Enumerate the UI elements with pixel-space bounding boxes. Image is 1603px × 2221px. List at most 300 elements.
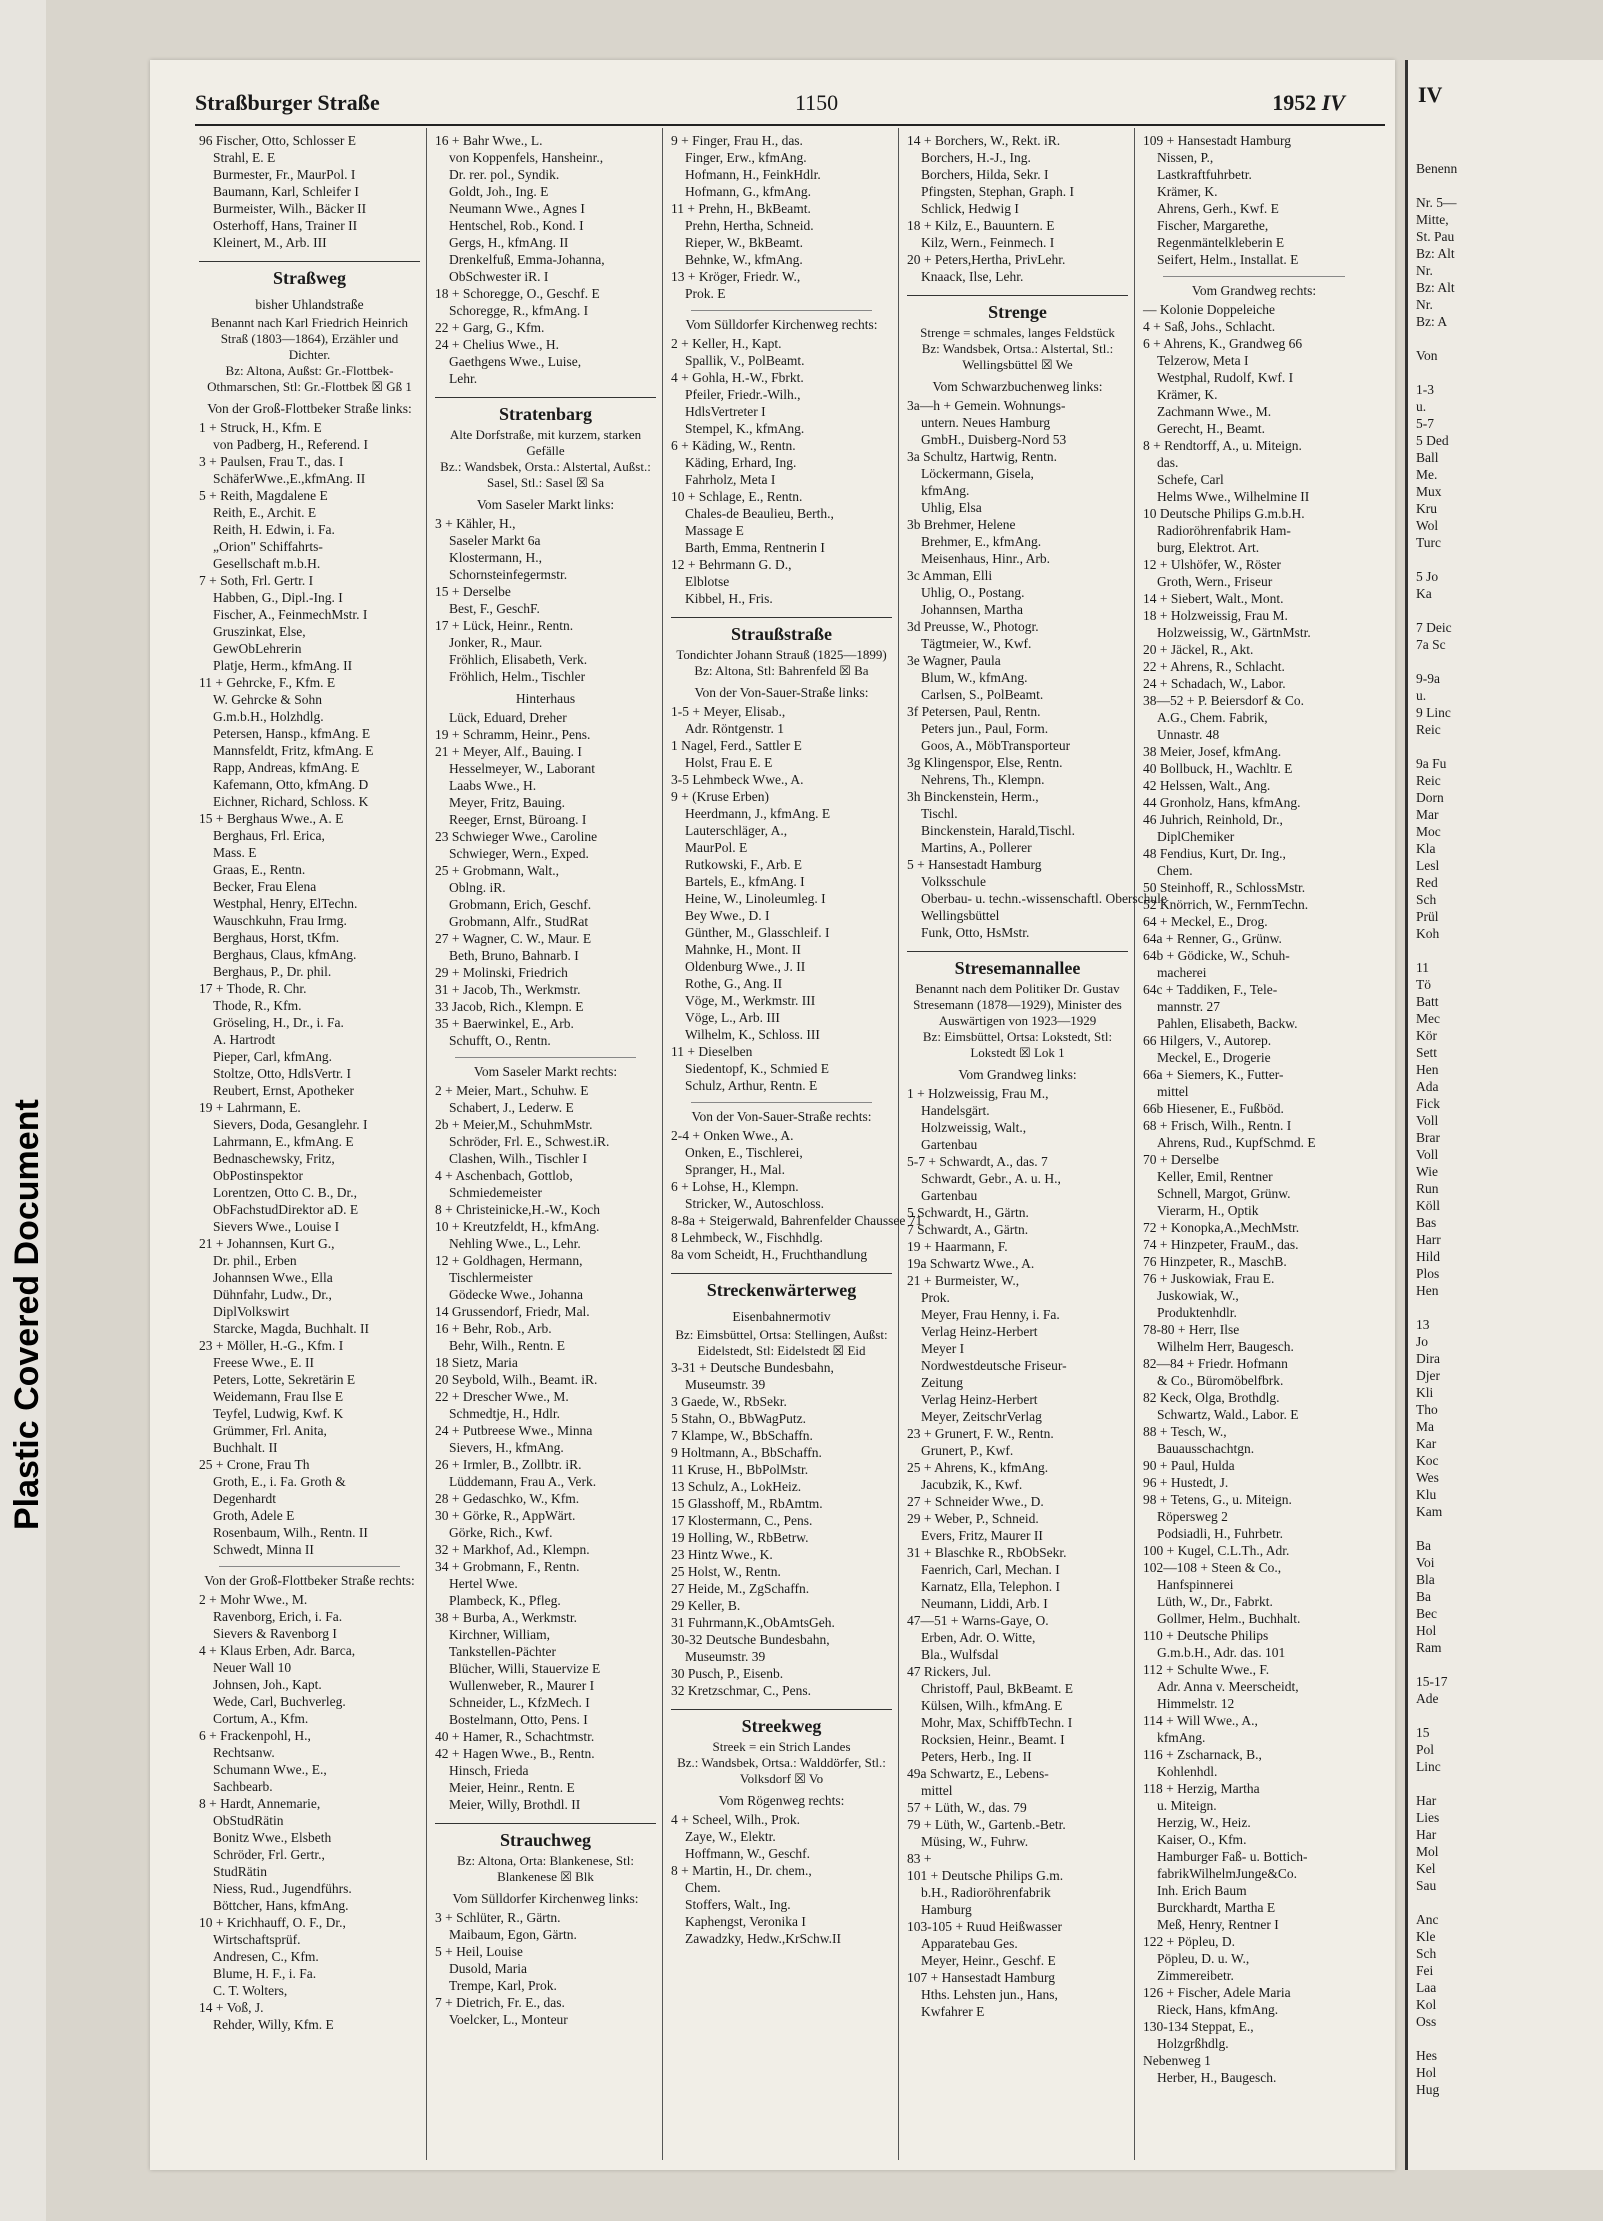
- directory-entry: Sievers, H., kfmAng.: [449, 1440, 564, 1455]
- directory-entry: 7 + Soth, Frl. Gertr. I: [199, 573, 314, 588]
- section-divider: [219, 1566, 400, 1567]
- street-note: Bz: Eimsbüttel, Ortsa: Lokstedt, Stl: Lokstedt ☒ Lok 1: [922, 1029, 1113, 1060]
- directory-entry: 44 Gronholz, Hans, kfmAng.: [1143, 795, 1301, 810]
- directory-entry: Meier, Heinr., Rentn. E: [449, 1780, 575, 1795]
- directory-entry: Schmedtje, H., Hdlr.: [449, 1406, 560, 1421]
- adjacent-page-line: Voi: [1416, 1555, 1435, 1570]
- directory-entry: 11 + Gehrcke, F., Kfm. E: [199, 675, 336, 690]
- directory-entry: 96 + Hustedt, J.: [1143, 1475, 1229, 1490]
- street-heading: Straußstraße: [671, 617, 892, 647]
- directory-entry: Lück, Eduard, Dreher: [449, 710, 567, 725]
- directory-entry: 126 + Fischer, Adele Maria: [1143, 1985, 1291, 2000]
- section-subheading: Von der Von-Sauer-Straße rechts:: [691, 1109, 872, 1124]
- directory-entry: DiplChemiker: [1157, 829, 1235, 844]
- directory-entry: 4 + Aschenbach, Gottlob,: [435, 1168, 573, 1183]
- directory-entry: 5 + Reith, Magdalene E: [199, 488, 328, 503]
- adjacent-page-line: Hen: [1416, 1283, 1439, 1298]
- directory-entry: mannstr. 27: [1157, 999, 1220, 1014]
- directory-entry: Schefe, Carl: [1157, 472, 1224, 487]
- section-subheading: bisher Uhlandstraße: [255, 297, 364, 312]
- directory-entry: Karnatz, Ella, Telephon. I: [921, 1579, 1061, 1594]
- directory-entry: Hofmann, G., kfmAng.: [685, 184, 811, 199]
- header-volume: IV: [1321, 90, 1345, 115]
- section-divider: [455, 1057, 636, 1058]
- directory-entry: Meyer, Frau Henny, i. Fa.: [921, 1307, 1060, 1322]
- directory-entry: Freese Wwe., E. II: [213, 1355, 314, 1370]
- directory-entry: Seifert, Helm., Installat. E: [1157, 252, 1299, 267]
- adjacent-page-line: Lies: [1416, 1810, 1440, 1825]
- directory-entry: Ahrens, Rud., KupfSchmd. E: [1157, 1135, 1316, 1150]
- directory-entry: Holzweissig, W., GärtnMstr.: [1157, 625, 1311, 640]
- directory-entry: Goldt, Joh., Ing. E: [449, 184, 549, 199]
- directory-entry: Prok. E: [685, 286, 726, 301]
- directory-entry: Schoregge, R., kfmAng. I: [449, 303, 589, 318]
- directory-entry: 7 Schwardt, A., Gärtn.: [907, 1222, 1029, 1237]
- adjacent-page-line: [1416, 2030, 1457, 2047]
- directory-entry: Knaack, Ilse, Lehr.: [921, 269, 1024, 284]
- directory-entry: Hentschel, Rob., Kond. I: [449, 218, 584, 233]
- directory-entry: 8 + Christeinicke,H.-W., Koch: [435, 1202, 600, 1217]
- adjacent-page-line: Ba: [1416, 1538, 1431, 1553]
- directory-entry: Handelsgärt.: [921, 1103, 990, 1118]
- directory-entry: Röpersweg 2: [1157, 1509, 1228, 1524]
- directory-entry: 38 Meier, Josef, kfmAng.: [1143, 744, 1282, 759]
- adjacent-page-line: 15-17: [1416, 1674, 1448, 1689]
- directory-entry: 8 + Rendtorff, A., u. Miteign.: [1143, 438, 1302, 453]
- directory-entry: Cortum, A., Kfm.: [213, 1711, 309, 1726]
- directory-entry: 30 Pusch, P., Eisenb.: [671, 1666, 784, 1681]
- directory-entry: 68 + Frisch, Wilh., Rentn. I: [1143, 1118, 1292, 1133]
- directory-entry: 6 + Ahrens, K., Grandweg 66: [1143, 336, 1303, 351]
- directory-entry: kfmAng.: [1157, 1730, 1206, 1745]
- directory-entry: C. T. Wolters,: [213, 1983, 288, 1998]
- directory-entry: Johannsen Wwe., Ella: [213, 1270, 333, 1285]
- adjacent-page-line: Kla: [1416, 841, 1436, 856]
- directory-entry: Schulz, Arthur, Rentn. E: [685, 1078, 818, 1093]
- directory-entry: 90 + Paul, Hulda: [1143, 1458, 1235, 1473]
- directory-entry: 11 Kruse, H., BbPolMstr.: [671, 1462, 809, 1477]
- street-note: Benannt nach dem Politiker Dr. Gustav Stresemann (1878—1929), Minister des Auswärtigen von 1923—1929: [913, 981, 1122, 1028]
- adjacent-page-line: Linc: [1416, 1759, 1441, 1774]
- directory-entry: Wilhelm Herr, Baugesch.: [1157, 1339, 1294, 1354]
- adjacent-page-line: Kör: [1416, 1028, 1437, 1043]
- directory-entry: Neumann Wwe., Agnes I: [449, 201, 585, 216]
- directory-entry: 3b Brehmer, Helene: [907, 517, 1016, 532]
- directory-entry: 25 + Ahrens, K., kfmAng.: [907, 1460, 1049, 1475]
- directory-entry: Günther, M., Glasschleif. I: [685, 925, 830, 940]
- directory-entry: Erben, Adr. O. Witte,: [921, 1630, 1036, 1645]
- header-page-number: 1150: [795, 90, 839, 115]
- adjacent-page-line: Wol: [1416, 518, 1439, 533]
- directory-entry: Podsiadli, H., Fuhrbetr.: [1157, 1526, 1284, 1541]
- directory-entry: Schröder, Frl. Gertr.,: [213, 1847, 325, 1862]
- directory-entry: Dusold, Maria: [449, 1961, 527, 1976]
- directory-entry: Massage E: [685, 523, 744, 538]
- directory-entry: Kirchner, William,: [449, 1627, 551, 1642]
- adjacent-page-line: Laa: [1416, 1980, 1437, 1995]
- street-heading: Strauchweg: [435, 1823, 656, 1853]
- directory-entry: Johnsen, Joh., Kapt.: [213, 1677, 322, 1692]
- directory-entry: Himmelstr. 12: [1157, 1696, 1235, 1711]
- section-subheading: Vom Grandweg links:: [958, 1067, 1077, 1082]
- directory-entry: Mahnke, H., Mont. II: [685, 942, 801, 957]
- directory-entry: Meyer, ZeitschrVerlag: [921, 1409, 1042, 1424]
- directory-entry: 46 Juhrich, Reinhold, Dr.,: [1143, 812, 1283, 827]
- directory-entry: Gesellschaft m.b.H.: [213, 556, 321, 571]
- directory-entry: Rosenbaum, Wilh., Rentn. II: [213, 1525, 368, 1540]
- directory-entry: Wede, Carl, Buchverleg.: [213, 1694, 346, 1709]
- directory-entry: Degenhardt: [213, 1491, 276, 1506]
- directory-entry: 13 + Kröger, Friedr. W.,: [671, 269, 801, 284]
- directory-entry: Lorentzen, Otto C. B., Dr.,: [213, 1185, 357, 1200]
- directory-entry: 82 Keck, Olga, Brothdlg.: [1143, 1390, 1280, 1405]
- directory-entry: 76 Hinzpeter, R., MaschB.: [1143, 1254, 1287, 1269]
- directory-entry: 31 Fuhrmann,K.,ObAmtsGeh.: [671, 1615, 835, 1630]
- directory-entry: Lauterschläger, A.,: [685, 823, 788, 838]
- adjacent-page-line: Tö: [1416, 977, 1431, 992]
- directory-entry: 29 + Weber, P., Schneid.: [907, 1511, 1039, 1526]
- directory-entry: 1 + Holzweissig, Frau M.,: [907, 1086, 1049, 1101]
- directory-entry: Museumstr. 39: [685, 1377, 766, 1392]
- directory-entry: 12 + Ulshöfer, W., Röster: [1143, 557, 1281, 572]
- directory-entry: 2 + Mohr Wwe., M.: [199, 1592, 308, 1607]
- binding-strip: [0, 0, 46, 2221]
- directory-entry: Sachbearb.: [213, 1779, 273, 1794]
- adjacent-page-line: [1416, 177, 1457, 194]
- directory-entry: G.m.b.H., Holzhdlg.: [213, 709, 324, 724]
- adjacent-page-line: Prül: [1416, 909, 1439, 924]
- directory-entry: Drenkelfuß, Emma-Johanna,: [449, 252, 605, 267]
- adjacent-page-line: Von: [1416, 348, 1438, 363]
- directory-entry: Binckenstein, Harald,Tischl.: [921, 823, 1075, 838]
- section-subheading: Vom Grandweg rechts:: [1191, 283, 1317, 298]
- directory-entry: Heerdmann, J., kfmAng. E: [685, 806, 831, 821]
- directory-entry: 112 + Schulte Wwe., F.: [1143, 1662, 1270, 1677]
- adjacent-page-line: Reic: [1416, 773, 1441, 788]
- adjacent-page-line: Hen: [1416, 1062, 1439, 1077]
- directory-entry: Gergs, H., kfmAng. II: [449, 235, 569, 250]
- directory-entry: Funk, Otto, HsMstr.: [921, 925, 1030, 940]
- directory-entry: Sievers & Ravenborg I: [213, 1626, 337, 1641]
- directory-entry: Hertel Wwe.: [449, 1576, 518, 1591]
- adjacent-page-line: Kel: [1416, 1861, 1436, 1876]
- directory-entry: Graas, E., Rentn.: [213, 862, 306, 877]
- directory-entry: 70 + Derselbe: [1143, 1152, 1219, 1167]
- directory-entry: b.H., Radioröhrenfabrik: [921, 1885, 1051, 1900]
- directory-entry: Lahrmann, E., kfmAng. E: [213, 1134, 354, 1149]
- adjacent-page-line: Me.: [1416, 467, 1438, 482]
- directory-entry: Schnell, Margot, Grünw.: [1157, 1186, 1291, 1201]
- adjacent-page-line: [1416, 551, 1457, 568]
- directory-entry: Groth, Wern., Friseur: [1157, 574, 1273, 589]
- directory-entry: Wilhelm, K., Schloss. III: [685, 1027, 820, 1042]
- adjacent-page-line: Sch: [1416, 1946, 1437, 1961]
- adjacent-page-line: Batt: [1416, 994, 1439, 1009]
- directory-entry: Berghaus, Claus, kfmAng.: [213, 947, 357, 962]
- directory-entry: Kwfahrer E: [921, 2004, 985, 2019]
- directory-entry: Krämer, K.: [1157, 387, 1218, 402]
- directory-entry: Christoff, Paul, BkBeamt. E: [921, 1681, 1073, 1696]
- directory-entry: Borchers, H.-J., Ing.: [921, 150, 1031, 165]
- adjacent-page-line: 9 Linc: [1416, 705, 1451, 720]
- directory-entry: Fischer, A., FeinmechMstr. I: [213, 607, 368, 622]
- adjacent-page-line: 7 Deic: [1416, 620, 1452, 635]
- directory-entry: 21 + Meyer, Alf., Bauing. I: [435, 744, 582, 759]
- street-note: Tondichter Johann Strauß (1825—1899): [676, 647, 887, 662]
- directory-entry: fabrikWilhelmJunge&Co.: [1157, 1866, 1298, 1881]
- directory-entry: Borchers, Hilda, Sekr. I: [921, 167, 1049, 182]
- directory-entry: 16 + Behr, Rob., Arb.: [435, 1321, 552, 1336]
- directory-entry: G.m.b.H., Adr. das. 101: [1157, 1645, 1286, 1660]
- street-heading: Streekweg: [671, 1709, 892, 1739]
- adjacent-page-line: 13: [1416, 1317, 1430, 1332]
- directory-entry: Peters, Herb., Ing. II: [921, 1749, 1032, 1764]
- directory-entry: 78-80 + Herr, Ilse: [1143, 1322, 1240, 1337]
- directory-entry: Lüth, W., Dr., Fabrkt.: [1157, 1594, 1273, 1609]
- directory-entry: Volksschule: [921, 874, 987, 889]
- adjacent-page-line: [1416, 1707, 1457, 1724]
- adjacent-page-line: Hug: [1416, 2082, 1440, 2097]
- directory-entry: Chales-de Beaulieu, Berth.,: [685, 506, 834, 521]
- directory-entry: Grümmer, Frl. Anita,: [213, 1423, 327, 1438]
- directory-entry: Siedentopf, K., Schmied E: [685, 1061, 829, 1076]
- adjacent-page-line: Tho: [1416, 1402, 1438, 1417]
- header-year: [1272, 90, 1345, 116]
- directory-entry: Blücher, Willi, Stauervize E: [449, 1661, 601, 1676]
- directory-entry: Neumann, Liddi, Arb. I: [921, 1596, 1048, 1611]
- directory-entry: 27 + Wagner, C. W., Maur. E: [435, 931, 592, 946]
- directory-entry: Faenrich, Carl, Mechan. I: [921, 1562, 1060, 1577]
- directory-entry: Burmeister, Wilh., Bäcker II: [213, 201, 367, 216]
- adjacent-page-line: Sch: [1416, 892, 1437, 907]
- directory-entry: Rieck, Hans, kfmAng.: [1157, 2002, 1279, 2017]
- directory-entry: Mohr, Max, SchiffbTechn. I: [921, 1715, 1073, 1730]
- directory-entry: Oblng. iR.: [449, 880, 506, 895]
- directory-entry: Grunert, P., Kwf.: [921, 1443, 1014, 1458]
- directory-entry: Laabs Wwe., H.: [449, 778, 537, 793]
- street-note: Bz.: Wandsbek, Ortsa.: Walddörfer, Stl.: Volksdorf ☒ Vo: [677, 1755, 886, 1786]
- directory-entry: kfmAng.: [921, 483, 970, 498]
- directory-entry: 5 Schwardt, H., Gärtn.: [907, 1205, 1029, 1220]
- directory-entry: Zaye, W., Elektr.: [685, 1829, 776, 1844]
- adjacent-page-line: Nr.: [1416, 263, 1433, 278]
- directory-entry: Reubert, Ernst, Apotheker: [213, 1083, 354, 1098]
- directory-entry: 18 + Holzweissig, Frau M.: [1143, 608, 1288, 623]
- adjacent-page-line: [1416, 1894, 1457, 1911]
- directory-entry: 6 + Frackenpohl, H.,: [199, 1728, 311, 1743]
- directory-entry: Kleinert, M., Arb. III: [213, 235, 327, 250]
- directory-entry: 3 Gaede, W., RbSekr.: [671, 1394, 787, 1409]
- directory-entry: Görke, Rich., Kwf.: [449, 1525, 553, 1540]
- directory-entry: 3-5 Lehmbeck Wwe., A.: [671, 772, 804, 787]
- directory-entry: Schumann Wwe., E.,: [213, 1762, 327, 1777]
- directory-entry: Pfeiler, Friedr.-Wilh.,: [685, 387, 801, 402]
- adjacent-page-line: 5-7: [1416, 416, 1434, 431]
- directory-entry: 52 Knörrich, W., FernmTechn.: [1143, 897, 1309, 912]
- adjacent-page-line: Bec: [1416, 1606, 1437, 1621]
- directory-entry: 82—84 + Friedr. Hofmann: [1143, 1356, 1288, 1371]
- directory-entry: 23 + Grunert, F. W., Rentn.: [907, 1426, 1054, 1441]
- directory-entry: Fröhlich, Elisabeth, Verk.: [449, 652, 588, 667]
- directory-entry: 76 + Juskowiak, Frau E.: [1143, 1271, 1275, 1286]
- directory-entry: Fröhlich, Helm., Tischler: [449, 669, 586, 684]
- directory-entry: Dühnfahr, Ludw., Dr.,: [213, 1287, 332, 1302]
- street-note: Bz: Wandsbek, Ortsa.: Alstertal, Stl.: Wellingsbüttel ☒ We: [921, 341, 1114, 372]
- directory-entry: Ravenborg, Erich, i. Fa.: [213, 1609, 343, 1624]
- adjacent-page-line: Lesl: [1416, 858, 1440, 873]
- adjacent-page-line: Mol: [1416, 1844, 1439, 1859]
- directory-entry: Andresen, C., Kfm.: [213, 1949, 319, 1964]
- directory-entry: 11 + Dieselben: [671, 1044, 753, 1059]
- directory-entry: Zeitung: [921, 1375, 963, 1390]
- directory-entry: 28 + Gedaschko, W., Kfm.: [435, 1491, 580, 1506]
- adjacent-page-line: Brar: [1416, 1130, 1440, 1145]
- directory-entry: 14 + Voß, J.: [199, 2000, 264, 2015]
- directory-entry: 19 + Lahrmann, E.: [199, 1100, 301, 1115]
- directory-entry: 32 Kretzschmar, C., Pens.: [671, 1683, 812, 1698]
- directory-entry: Sievers, Doda, Gesanglehr. I: [213, 1117, 368, 1132]
- adjacent-page-line: Pol: [1416, 1742, 1435, 1757]
- directory-entry: Verlag Heinz-Herbert: [921, 1324, 1038, 1339]
- adjacent-page-line: 5 Ded: [1416, 433, 1449, 448]
- directory-entry: 12 + Goldhagen, Hermann,: [435, 1253, 583, 1268]
- directory-entry: Holst, Frau E. E: [685, 755, 773, 770]
- directory-entry: A. Hartrodt: [213, 1032, 276, 1047]
- directory-entry: ObStudRätin: [213, 1813, 284, 1828]
- directory-entry: 42 Helssen, Walt., Ang.: [1143, 778, 1271, 793]
- directory-entry: Zachmann Wwe., M.: [1157, 404, 1272, 419]
- directory-entry: 88 + Tesch, W.,: [1143, 1424, 1227, 1439]
- adjacent-page-line: [1416, 942, 1457, 959]
- directory-entry: Pöpleu, D. u. W.,: [1157, 1951, 1250, 1966]
- directory-entry: Meier, Willy, Brothdl. II: [449, 1797, 581, 1812]
- directory-entry: Külsen, Wilh., kfmAng. E: [921, 1698, 1063, 1713]
- street-note: Strenge = schmales, langes Feldstück: [920, 325, 1115, 340]
- directory-entry: Telzerow, Meta I: [1157, 353, 1249, 368]
- directory-entry: Tägtmeier, W., Kwf.: [921, 636, 1032, 651]
- directory-entry: Maibaum, Egon, Gärtn.: [449, 1927, 577, 1942]
- directory-entry: Best, F., GeschF.: [449, 601, 540, 616]
- directory-entry: 8-8a + Steigerwald, Bahrenfelder Chaussee 71: [671, 1213, 923, 1228]
- directory-entry: 11 + Prehn, H., BkBeamt.: [671, 201, 811, 216]
- section-subheading: Von der Groß-Flottbeker Straße links:: [207, 401, 412, 416]
- directory-entry: 3f Petersen, Paul, Rentn.: [907, 704, 1041, 719]
- directory-entry: Kibbel, H., Fris.: [685, 591, 773, 606]
- directory-entry: Klostermann, H.,: [449, 550, 542, 565]
- adjacent-page-line: Voll: [1416, 1147, 1439, 1162]
- directory-entry: Peters, Lotte, Sekretärin E: [213, 1372, 356, 1387]
- adjacent-page-line: Kli: [1416, 1385, 1434, 1400]
- adjacent-page-line: Mux: [1416, 484, 1442, 499]
- directory-entry: Mannsfeldt, Fritz, kfmAng. E: [213, 743, 374, 758]
- directory-entry: Hofmann, H., FeinkHdlr.: [685, 167, 821, 182]
- directory-entry: 31 + Jacob, Th., Werkmstr.: [435, 982, 581, 997]
- directory-entry: SchäferWwe.,E.,kfmAng. II: [213, 471, 366, 486]
- adjacent-page-line: [1416, 364, 1457, 381]
- adjacent-page-line: [1416, 653, 1457, 670]
- directory-entry: 29 Keller, B.: [671, 1598, 741, 1613]
- directory-entry: 2b + Meier,M., SchuhmMstr.: [435, 1117, 593, 1132]
- directory-entry: 114 + Will Wwe., A.,: [1143, 1713, 1258, 1728]
- directory-entry: 27 Heide, M., ZgSchaffn.: [671, 1581, 810, 1596]
- binding-label: Plastic Covered Document: [8, 1099, 46, 1530]
- directory-entry: 3e Wagner, Paula: [907, 653, 1001, 668]
- directory-entry: Fischer, Margarethe,: [1157, 218, 1269, 233]
- adjacent-page-line: Kam: [1416, 1504, 1443, 1519]
- adjacent-page-line: Red: [1416, 875, 1438, 890]
- directory-entry: 2-4 + Onken Wwe., A.: [671, 1128, 794, 1143]
- directory-entry: Sievers Wwe., Louise I: [213, 1219, 340, 1234]
- adjacent-page-line: Harr: [1416, 1232, 1441, 1247]
- directory-entry: 15 Glasshoff, M., RbAmtm.: [671, 1496, 823, 1511]
- header-year-number: 1952: [1272, 90, 1317, 115]
- directory-entry: 3a Schultz, Hartwig, Rentn.: [907, 449, 1057, 464]
- directory-entry: Trempe, Karl, Prok.: [449, 1978, 557, 1993]
- directory-entry: Bartels, E., kfmAng. I: [685, 874, 805, 889]
- directory-entry: 30-32 Deutsche Bundesbahn,: [671, 1632, 830, 1647]
- directory-entry: Meyer, Heinr., Geschf. E: [921, 1953, 1056, 1968]
- directory-entry: Hanfspinnerei: [1157, 1577, 1234, 1592]
- directory-entry: Produktenhdlr.: [1157, 1305, 1237, 1320]
- adjacent-page-line: Kru: [1416, 501, 1437, 516]
- directory-entry: Reith, E., Archit. E: [213, 505, 317, 520]
- directory-entry: Pahlen, Elisabeth, Backw.: [1157, 1016, 1298, 1031]
- columns: [195, 128, 1385, 2160]
- directory-entry: Meisenhaus, Hinr., Arb.: [921, 551, 1050, 566]
- adjacent-page-line: 1-3: [1416, 382, 1434, 397]
- directory-entry: Heine, W., Linoleumleg. I: [685, 891, 826, 906]
- directory-entry: Meß, Henry, Rentner I: [1157, 1917, 1279, 1932]
- section-subheading: Vom Saseler Markt links:: [476, 497, 615, 512]
- directory-entry: burg, Elektrot. Art.: [1157, 540, 1260, 555]
- directory-entry: 10 + Krichhauff, O. F., Dr.,: [199, 1915, 346, 1930]
- section-subheading: Vom Rögenweg rechts:: [718, 1793, 845, 1808]
- directory-entry: 17 + Lück, Heinr., Rentn.: [435, 618, 574, 633]
- adjacent-page-line: Djer: [1416, 1368, 1440, 1383]
- directory-entry: Ahrens, Gerh., Kwf. E: [1157, 201, 1279, 216]
- section-subheading: Von der Groß-Flottbeker Straße rechts:: [204, 1573, 415, 1588]
- directory-entry: 10 Deutsche Philips G.m.b.H.: [1143, 506, 1305, 521]
- directory-entry: Tischl.: [921, 806, 958, 821]
- directory-entry: Chem.: [1157, 863, 1193, 878]
- directory-entry: Käding, Erhard, Ing.: [685, 455, 797, 470]
- directory-entry: 21 + Johannsen, Kurt G.,: [199, 1236, 335, 1251]
- directory-entry: 9 Holtmann, A., BbSchaffn.: [671, 1445, 822, 1460]
- directory-entry: Gerecht, H., Beamt.: [1157, 421, 1265, 436]
- directory-entry: Schwartz, Wald., Labor. E: [1157, 1407, 1299, 1422]
- directory-entry: Böttcher, Hans, kfmAng.: [213, 1898, 349, 1913]
- directory-entry: Hesselmeyer, W., Laborant: [449, 761, 596, 776]
- column-2: [431, 128, 663, 2160]
- directory-entry: 33 Jacob, Rich., Klempn. E: [435, 999, 584, 1014]
- adjacent-page-line: Mitte,: [1416, 212, 1449, 227]
- directory-entry: 40 Bollbuck, H., Wachltr. E: [1143, 761, 1293, 776]
- directory-entry: Gruszinkat, Else,: [213, 624, 306, 639]
- section-subheading: Vom Schwarzbuchenweg links:: [932, 379, 1103, 394]
- directory-entry: Spallik, V., PolBeamt.: [685, 353, 805, 368]
- directory-entry: 96 Fischer, Otto, Schlosser E: [199, 133, 356, 148]
- directory-entry: ObSchwester iR. I: [449, 269, 549, 284]
- directory-entry: Rieper, W., BkBeamt.: [685, 235, 803, 250]
- adjacent-page-line: Plos: [1416, 1266, 1440, 1281]
- directory-entry: Gaethgens Wwe., Luise,: [449, 354, 582, 369]
- directory-entry: 6 + Lohse, H., Klempn.: [671, 1179, 799, 1194]
- directory-entry: ObFachstudDirektor aD. E: [213, 1202, 359, 1217]
- directory-entry: 109 + Hansestadt Hamburg: [1143, 133, 1291, 148]
- directory-entry: Burmester, Fr., MaurPol. I: [213, 167, 356, 182]
- adjacent-page-line: Jo: [1416, 1334, 1429, 1349]
- directory-entry: Meyer I: [921, 1341, 965, 1356]
